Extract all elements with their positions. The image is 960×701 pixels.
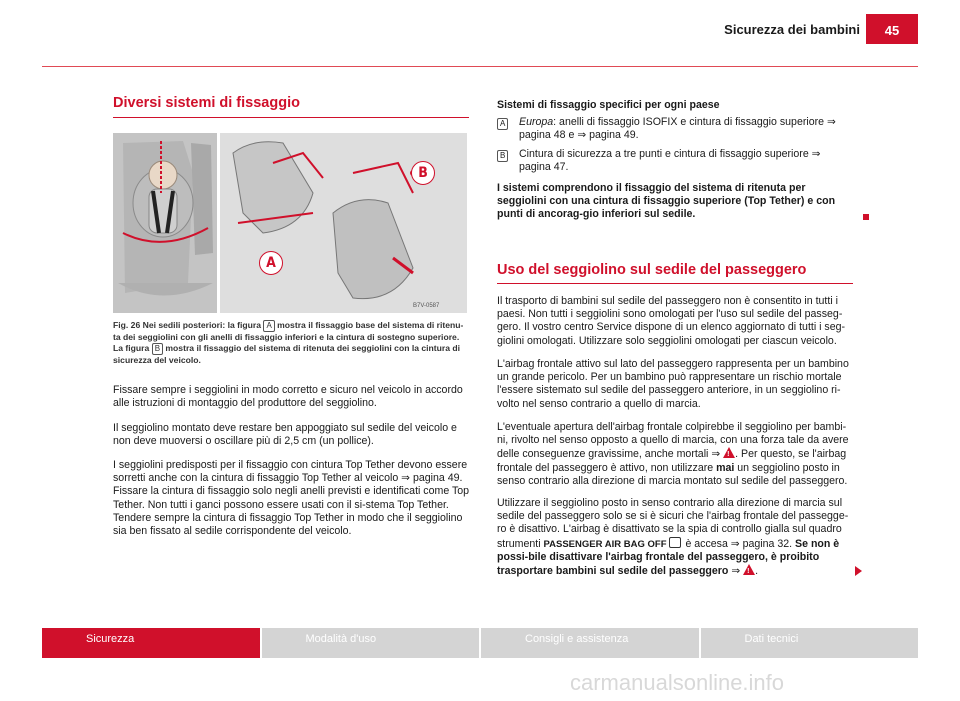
passenger-airbag-off-label: PASSENGER AIR BAG OFF <box>543 538 667 550</box>
systems-summary-text: I sistemi comprendono il fissaggio del sistema di ritenuta per seggiolini con una cintura di fissaggio superiore (Top Tether) e con punti di ancorag-gio inferiori sul sedile. <box>497 182 836 221</box>
list-item-b <box>497 148 853 176</box>
list-item-a-text: : anelli di fissaggio ISOFIX e cintura di fissaggio superiore ⇒ pagina 48 e ⇒ pagina 49. <box>519 116 836 142</box>
figure-child-seats <box>113 133 467 313</box>
caption-text-1: Fig. 26 Nei sedili posteriori: la figura <box>113 320 264 330</box>
figure-caption <box>113 320 469 365</box>
section-end-marker <box>863 214 869 220</box>
list-item-b-text: Cintura di sicurezza a tre punti e cintura di fissaggio superiore ⇒ pagina 47. <box>519 148 821 174</box>
list-item-a <box>497 116 853 144</box>
section-title-passenger-seat: Uso del seggiolino sul sedile del passeggero <box>497 262 807 278</box>
section-title-fissaggio: Diversi sistemi di fissaggio <box>113 95 300 111</box>
paragraph-passenger-transport: Il trasporto di bambini sul sedile del passeggero non è consentito in tutti i paesi. Non tutti i seggiolini sono omologati per l'uso sul sedile del passeg-gero. Il vostro centro Service dispone di un elenco aggiornato di tutti i seg-giolini omologati. Utilizzare solo seggiolini omologati per ciascun veicolo. <box>497 295 846 347</box>
running-header-title: Sicurezza dei bambini <box>724 22 860 37</box>
airbag-disable-text-2: è accesa ⇒ pagina 32. <box>682 537 796 550</box>
list-item-a-emphasis: Europa <box>519 116 554 128</box>
header-rule <box>42 66 918 67</box>
footer-tab-consigli-assistenza[interactable]: Consigli e assistenza <box>481 628 699 658</box>
paragraph-airbag-disable <box>497 497 855 578</box>
figure-label-a: A <box>259 251 283 275</box>
continue-arrow-icon <box>855 566 862 576</box>
paragraph-airbag-deployment <box>497 421 855 488</box>
warning-icon[interactable] <box>723 447 735 458</box>
airbag-deployment-mai: mai <box>716 461 735 474</box>
list-marker-b: B <box>497 150 508 162</box>
airbag-deployment-text-2: . Per questo, se l'airbag frontale del passeggero è attivo, non utilizzare <box>497 448 847 474</box>
paragraph-systems-summary <box>497 182 853 222</box>
footer-tab-modalita-uso[interactable]: Modalità d'uso <box>262 628 480 658</box>
page-number: 45 <box>866 14 918 44</box>
footer-navigation <box>42 628 918 658</box>
airbag-off-icon <box>669 537 681 548</box>
airbag-disable-text-4: . <box>755 565 759 578</box>
footer-tab-dati-tecnici[interactable]: Dati tecnici <box>701 628 919 658</box>
caption-ref-b: B <box>152 343 163 355</box>
airbag-disable-text-1: Utilizzare il seggiolino posto in senso contrario alla direzione di marcia sul sedile del passeggero solo se si è sicuri che l'airbag frontale del passegge-ro è disattivo. L'airbag è disattivato se la spia di controllo gialla sul quadro strumenti <box>497 497 849 550</box>
airbag-deployment-text-3: un seggiolino posto in senso contrario alla direzione di marcia montato sul sedile del passeggero. <box>497 461 848 487</box>
section-rule-left <box>113 117 469 118</box>
figure-illustration <box>113 133 467 313</box>
airbag-deployment-text-1: L'eventuale apertura dell'airbag frontale colpirebbe il seggiolino per bambi-ni, rivolto nel senso opposto a quello di marcia, con una forza tale da avere delle conseguenze gravissime, anche mortali ⇒ <box>497 421 849 461</box>
section-rule-right <box>497 283 853 284</box>
figure-label-b: B <box>411 161 435 185</box>
subhead-country-systems: Sistemi di fissaggio specifici per ogni paese <box>497 99 720 111</box>
caption-text-3: mostra il fissaggio del sistema di ritenuta dei seggiolini con la cintura di sicurezza del veicolo. <box>113 342 461 365</box>
warning-icon[interactable] <box>743 564 755 575</box>
caption-ref-a: A <box>263 320 274 332</box>
paragraph-install-correctly: Fissare sempre i seggiolini in modo corretto e sicuro nel veicolo in accordo alle istruzioni di montaggio del produttore del seggiolino. <box>113 384 463 410</box>
watermark: carmanualsonline.info <box>570 670 785 695</box>
caption-text-2: mostra il fissaggio base del sistema di ritenu-ta dei seggiolini con gli anelli di fissaggio inferiori e la cintura di sostegno superiore. La figura <box>113 320 464 353</box>
airbag-disable-bold: Se non è possi-bile disattivare l'airbag frontale del passeggero, è proibito trasportare bambini sul sedile del passeggero <box>497 537 840 578</box>
list-marker-a: A <box>497 118 508 130</box>
footer-tab-sicurezza[interactable]: Sicurezza <box>42 628 260 658</box>
paragraph-top-tether: I seggiolini predisposti per il fissaggio con cintura Top Tether devono essere sorretti anche con la cintura di fissaggio Top Tether al veicolo ⇒ pagina 49. Fissare la cintura di fissaggio solo negli anelli previsti e identificati come Top Tether. Non tutti i ganci possono essere usati con il si-stema Top Tether. Tendere sempre la cintura di fissaggio Top Tether in modo che il seggiolino sia ben fissato al sedile corrispondente del veicolo. <box>113 459 470 538</box>
figure-code: B7V-0587 <box>413 303 440 309</box>
paragraph-movement-limit: Il seggiolino montato deve restare ben appoggiato sul sedile del veicolo e non deve muoversi o oscillare più di 2,5 cm (un pollice). <box>113 422 457 448</box>
paragraph-airbag-danger: L'airbag frontale attivo sul lato del passeggero rappresenta per un bambino un grande pericolo. Per un bambino può rappresentare un rischio mortale l'essere sistemato sul sedile del passeggero anteriore, in un seggiolino ri-volto nel senso contrario a quello di marcia. <box>497 358 849 410</box>
airbag-disable-text-3: ⇒ <box>728 565 744 578</box>
